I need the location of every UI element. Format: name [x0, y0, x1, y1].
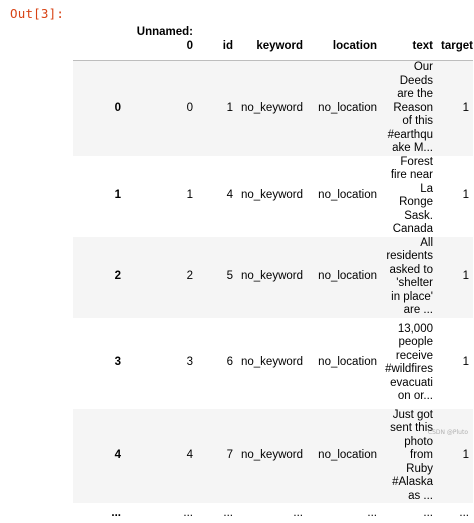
table-row — [73, 156, 473, 237]
cell-text: Our Deeds are the Reason of this #earthquake M... — [387, 61, 433, 154]
cell-target: 1 — [462, 270, 469, 283]
cell-id: 5 — [226, 270, 233, 283]
cell-text: All residents asked to 'shelter in place' are ... — [386, 236, 433, 316]
header-row — [73, 20, 473, 61]
cell-ellipsis: ... — [293, 507, 303, 519]
row-index: 0 — [114, 101, 121, 114]
cell-text: Just got sent this photo from Ruby #Alaska as ... — [390, 408, 433, 502]
row-index: ... — [111, 507, 121, 519]
table-row — [73, 409, 473, 504]
cell-keyword: no_keyword — [241, 189, 304, 202]
dataframe-table — [73, 20, 473, 523]
cell-location: no_location — [318, 101, 377, 114]
cell-target: 1 — [462, 449, 469, 461]
cell-location: no_location — [318, 356, 377, 369]
cell-ellipsis: ... — [367, 507, 377, 519]
row-index: 1 — [114, 189, 121, 202]
cell-ellipsis: ... — [459, 507, 469, 519]
cell-unnamed: 0 — [186, 101, 193, 114]
cell-id: 4 — [226, 189, 233, 202]
column-header-id: id — [222, 39, 233, 52]
table-row — [73, 237, 473, 318]
cell-ellipsis: ... — [423, 507, 433, 519]
cell-unnamed: 4 — [186, 449, 193, 461]
dataframe-output — [73, 20, 473, 523]
cell-target: 1 — [462, 101, 469, 114]
row-index: 2 — [114, 270, 121, 283]
cell-unnamed: 3 — [186, 356, 193, 369]
cell-ellipsis: ... — [223, 507, 233, 519]
cell-unnamed: 1 — [186, 189, 193, 202]
column-header-keyword: keyword — [256, 39, 303, 52]
output-prompt: Out[3]: — [10, 6, 65, 21]
column-header-text: text — [412, 39, 433, 52]
column-header-target: target — [441, 39, 473, 52]
row-index: 4 — [114, 449, 121, 461]
cell-id: 1 — [226, 101, 233, 114]
column-header-location: location — [332, 39, 377, 52]
index-header — [73, 20, 125, 61]
cell-ellipsis: ... — [183, 507, 193, 519]
cell-keyword: no_keyword — [241, 449, 304, 461]
cell-location: no_location — [318, 449, 377, 461]
cell-keyword: no_keyword — [241, 101, 304, 114]
cell-unnamed: 2 — [186, 270, 193, 283]
ellipsis-row — [73, 503, 473, 523]
column-header-unnamed: Unnamed: 0 — [136, 26, 193, 52]
cell-id: 7 — [226, 449, 233, 461]
cell-keyword: no_keyword — [241, 270, 304, 283]
table-row — [73, 318, 473, 409]
cell-id: 6 — [226, 356, 233, 369]
cell-location: no_location — [318, 189, 377, 202]
cell-target: 1 — [462, 189, 469, 202]
cell-keyword: no_keyword — [241, 356, 304, 369]
cell-text: 13,000 people receive #wildfires evacuation or... — [385, 322, 433, 402]
watermark: CSDN @Pluto — [427, 429, 468, 436]
cell-text: Forest fire near La Ronge Sask. Canada — [390, 155, 433, 235]
cell-location: no_location — [318, 270, 377, 283]
cell-target: 1 — [462, 356, 469, 369]
row-index: 3 — [114, 356, 121, 369]
table-row — [73, 61, 473, 156]
